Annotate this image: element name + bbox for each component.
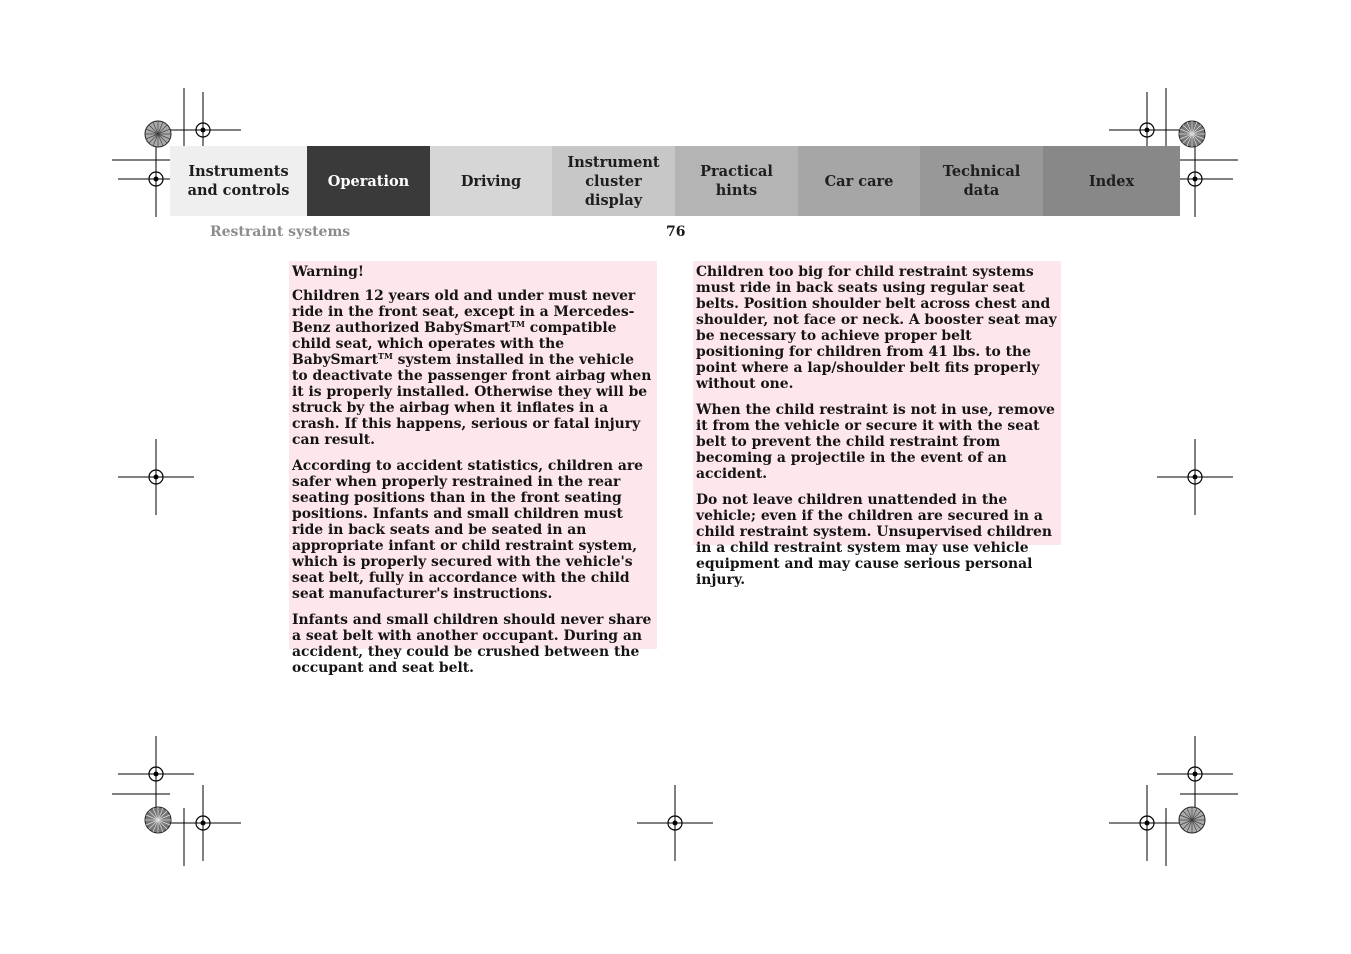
- tab-technical-data[interactable]: Technical data: [920, 146, 1043, 216]
- warning-box-left: [289, 261, 657, 676]
- warning-paragraph-seat-belt-sharing: Infants and small children should never share a seat belt with another occupant. During an accident, they could be crushed between the occupant and seat belt.: [292, 612, 652, 676]
- tab-driving[interactable]: Driving: [430, 146, 552, 216]
- warning-paragraph-too-big: Children too big for child restraint systems must ride in back seats using regular seat belts. Position shoulder belt across chest and shoulder, not face or neck. A booster seat may be necessary to achieve proper belt positioning for children from 41 lbs. to the point where a lap/shoulder belt fits properly without one.: [696, 264, 1057, 392]
- warning-paragraph-accident-statistics: According to accident statistics, children are safer when properly restrained in the rear seating positions than in the front seating positions. Infants and small children must ride in back seats and be seated in an appropriate infant or child restraint system, which is properly secured with the vehicle's seat belt, fully in accordance with the child seat manufacturer's instructions.: [292, 458, 643, 602]
- tab-instrument-cluster-display[interactable]: Instrument cluster display: [552, 146, 675, 216]
- tab-operation[interactable]: Operation: [307, 146, 430, 216]
- warning-paragraph-not-in-use: When the child restraint is not in use, remove it from the vehicle or secure it with the seat belt to prevent the child restraint from becoming a projectile in the event of an accident.: [696, 402, 1055, 482]
- warning-paragraph-front-seat: Children 12 years old and under must never ride in the front seat, except in a Mercedes-Benz authorized BabySmart™ compatible child seat, which operates with the BabySmart™ system installed in the vehicle to deactivate the passenger front airbag when it is properly installed. Otherwise they will be struck by the airbag when it inflates in a crash. If this happens, serious or fatal injury can result.: [292, 288, 652, 448]
- warning-box-right: [693, 261, 1061, 588]
- tab-index[interactable]: Index: [1043, 146, 1180, 216]
- warning-heading: Warning!: [292, 264, 364, 280]
- warning-paragraph-unattended: Do not leave children unattended in the vehicle; even if the children are secured in a child restraint system. Unsupervised children in a child restraint system may use vehicle equipment and may cause serious personal injury.: [696, 492, 1052, 588]
- section-tab-bar: [170, 146, 1180, 216]
- tab-instruments-and-controls[interactable]: Instruments and controls: [170, 146, 307, 216]
- section-title: Restraint systems: [210, 224, 351, 240]
- tab-car-care[interactable]: Car care: [798, 146, 920, 216]
- tab-practical-hints[interactable]: Practical hints: [675, 146, 798, 216]
- page-number: 76: [666, 224, 686, 240]
